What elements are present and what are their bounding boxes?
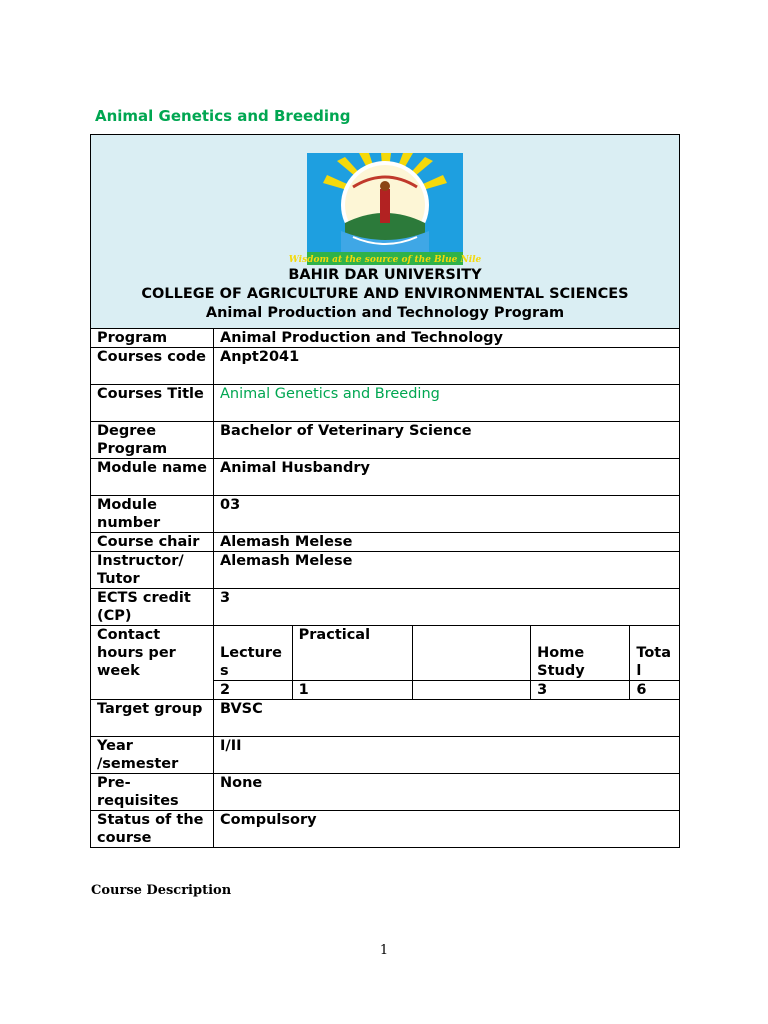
ects-label: ECTS credit (CP) xyxy=(91,589,214,626)
course-code-label: Courses code xyxy=(91,348,214,385)
total-value: 6 xyxy=(630,680,679,699)
ects-value: 3 xyxy=(214,589,680,626)
degree-value: Bachelor of Veterinary Science xyxy=(214,422,680,459)
degree-label: Degree Program xyxy=(91,422,214,459)
program-name: Animal Production and Technology Program xyxy=(205,305,565,321)
module-name-label: Module name xyxy=(91,459,214,496)
instructor-value: Alemash Melese xyxy=(214,552,680,589)
course-chair-label: Course chair xyxy=(91,533,214,552)
contact-hours-table xyxy=(214,626,679,699)
university-logo xyxy=(288,153,482,265)
practical-value: 1 xyxy=(292,680,412,699)
college-name: COLLEGE OF AGRICULTURE AND ENVIRONMENTAL SCIENCES xyxy=(141,286,629,302)
instructor-label: Instructor/ Tutor xyxy=(91,552,214,589)
contact-hours-label: Contact hours per week xyxy=(91,626,214,700)
blank-header xyxy=(412,626,530,680)
course-status-label: Status of the course xyxy=(91,810,214,847)
blank-value xyxy=(412,680,530,699)
page-number: 1 xyxy=(379,943,389,958)
table-header xyxy=(91,135,680,329)
home-study-value: 3 xyxy=(531,680,630,699)
prerequisites-label: Pre-requisites xyxy=(91,773,214,810)
practical-header: Practical xyxy=(292,626,412,680)
lectures-header: Lectures xyxy=(214,626,292,680)
year-semester-label: Year /semester xyxy=(91,736,214,773)
course-info-table xyxy=(90,134,680,848)
university-name: BAHIR DAR UNIVERSITY xyxy=(288,267,482,283)
total-header: Total xyxy=(630,626,679,680)
course-description-heading: Course Description xyxy=(91,883,232,898)
module-number-value: 03 xyxy=(214,496,680,533)
course-chair-value: Alemash Melese xyxy=(214,533,680,552)
course-title-label: Courses Title xyxy=(91,385,214,422)
module-name-value: Animal Husbandry xyxy=(214,459,680,496)
contact-hours-cell xyxy=(214,626,680,700)
prerequisites-value: None xyxy=(214,773,680,810)
home-study-header: Home Study xyxy=(531,626,630,680)
program-label: Program xyxy=(91,329,214,348)
target-group-label: Target group xyxy=(91,699,214,736)
course-title-value: Animal Genetics and Breeding xyxy=(214,385,680,422)
section-heading: Animal Genetics and Breeding xyxy=(95,107,351,125)
lectures-value: 2 xyxy=(214,680,292,699)
course-status-value: Compulsory xyxy=(214,810,680,847)
logo-motto: Wisdom at the source of the Blue Nile xyxy=(288,255,482,265)
year-semester-value: I/II xyxy=(214,736,680,773)
module-number-label: Module number xyxy=(91,496,214,533)
program-value: Animal Production and Technology xyxy=(214,329,680,348)
university-logo-icon xyxy=(288,153,482,265)
course-code-value: Anpt2041 xyxy=(214,348,680,385)
target-group-value: BVSC xyxy=(214,699,680,736)
